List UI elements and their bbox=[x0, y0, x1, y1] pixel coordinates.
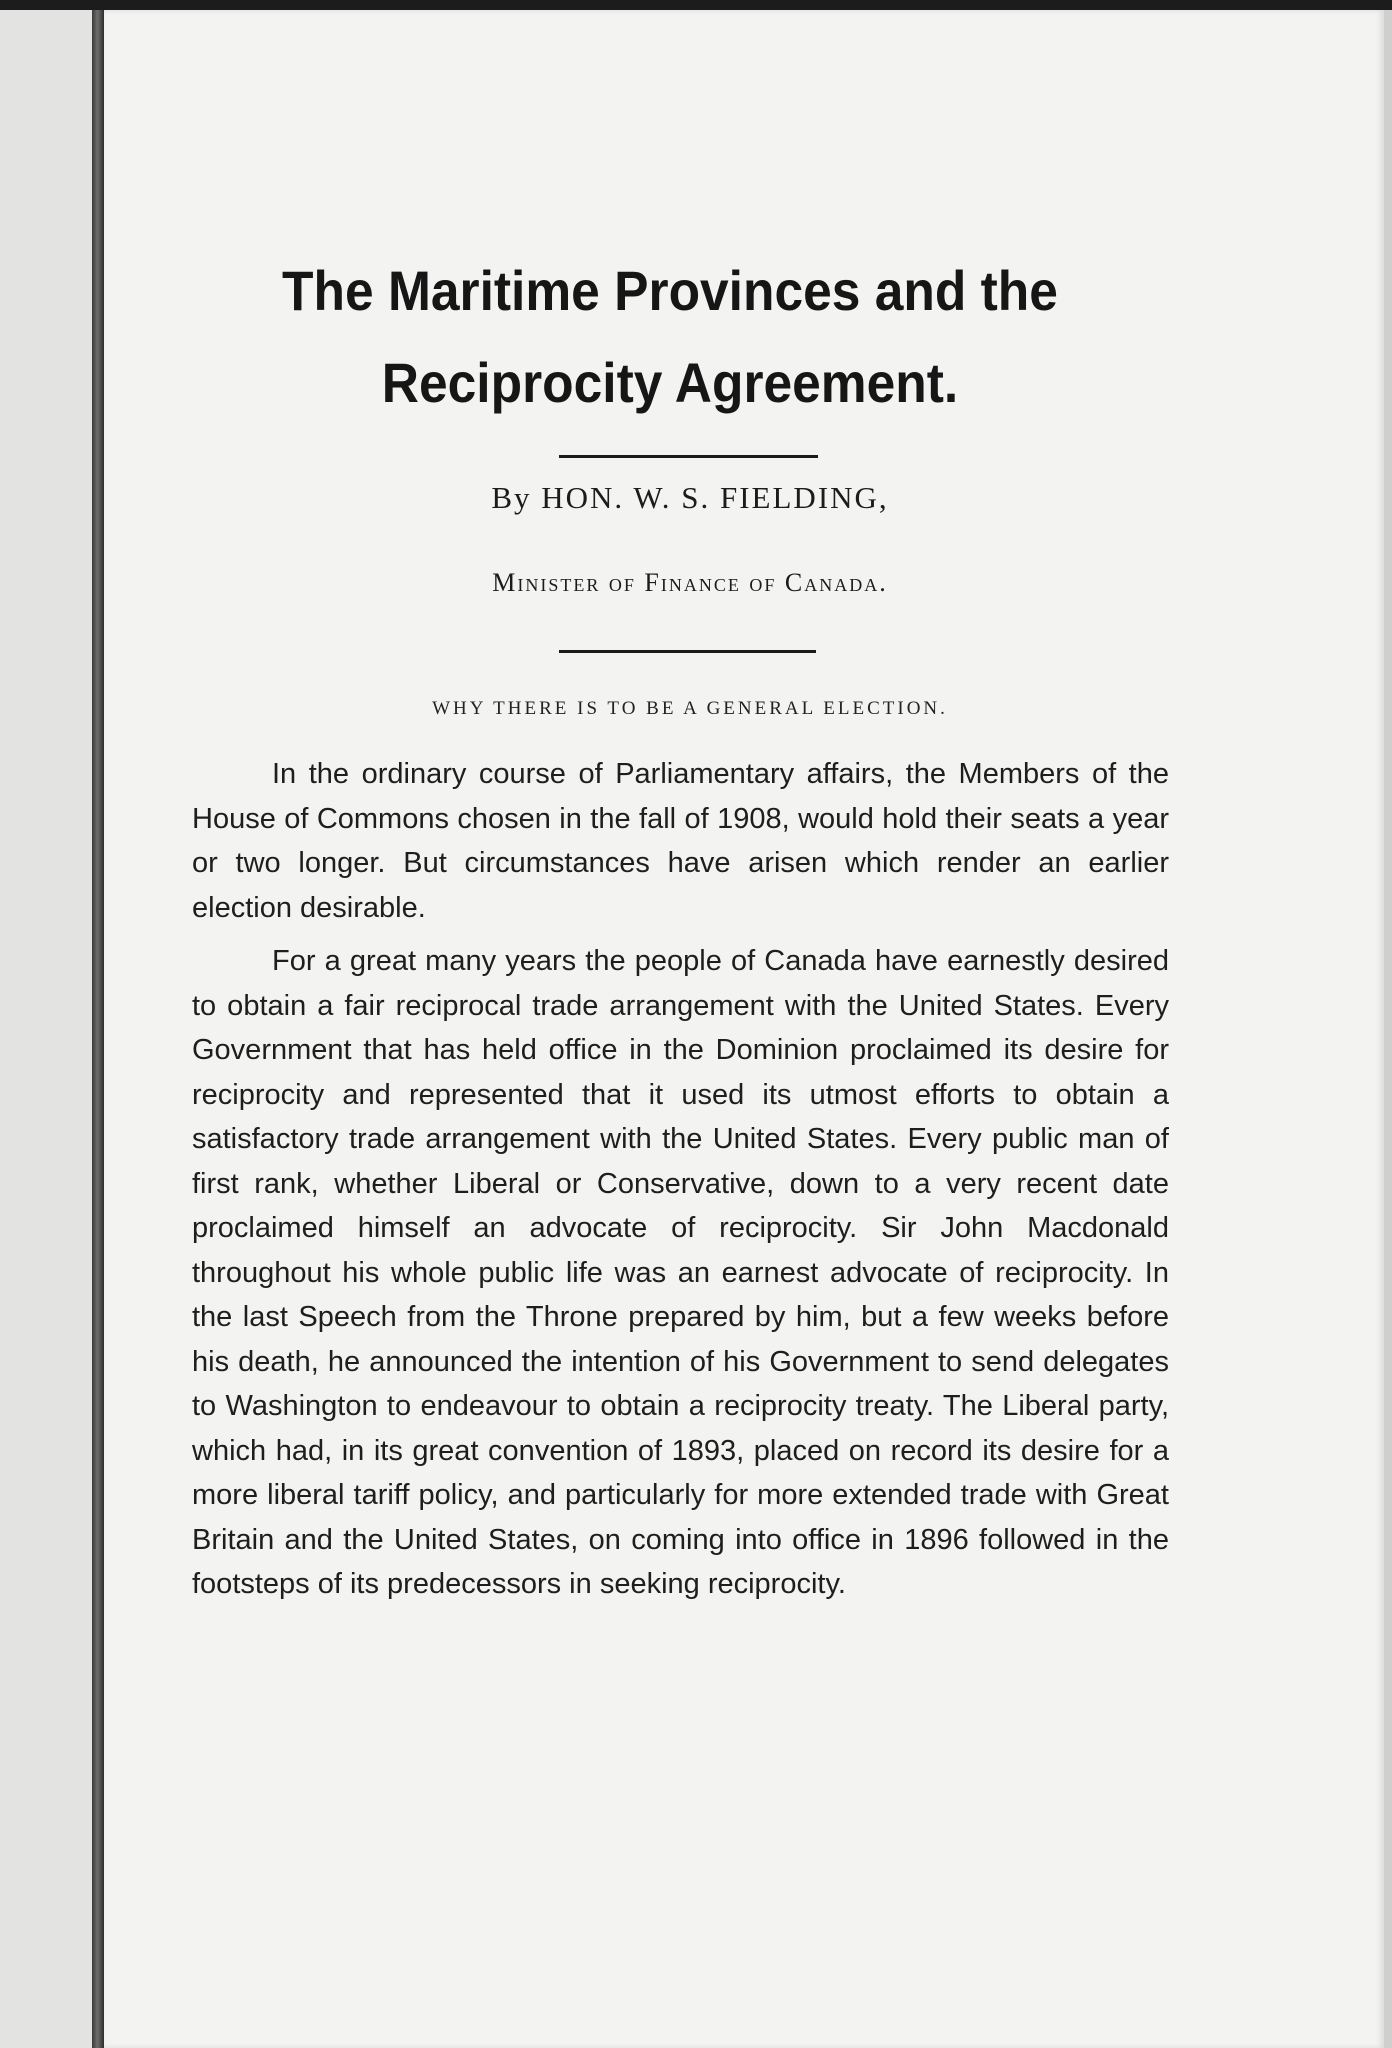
section-heading: WHY THERE IS TO BE A GENERAL ELECTION. bbox=[432, 698, 948, 719]
top-border bbox=[0, 0, 1392, 10]
byline-divider bbox=[559, 650, 816, 653]
right-page-edge bbox=[1384, 10, 1392, 2048]
author-byline: By HON. W. S. FIELDING, bbox=[491, 480, 889, 515]
body-text bbox=[192, 752, 1169, 1616]
paragraph-1: In the ordinary course of Parliamentary affairs, the Members of the House of Commons chosen in the fall of 1908, would hold their seats a year or two longer. But circumstances have arisen which render an earlier election desirable. bbox=[192, 758, 1169, 924]
binding-spine bbox=[92, 10, 104, 2048]
document-title: The Maritime Provinces and the Reciprocity Agreement. bbox=[282, 259, 1058, 414]
author-position: Minister of Finance of Canada. bbox=[492, 568, 888, 597]
title-divider bbox=[559, 455, 818, 458]
paragraph-2: For a great many years the people of Canada have earnestly desired to obtain a fair reciprocal trade arrangement with the United States. Every Government that has held office in the Dominion proclaimed its desire for reciprocity and represented that it used its utmost efforts to obtain a satisfactory trade arrangement with the United States. Every public man of first rank, whether Liberal or Conservative, down to a very recent date proclaimed himself an advocate of reciprocity. Sir John Macdonald throughout his whole public life was an earnest advocate of reciprocity. In the last Speech from the Throne prepared by him, but a few weeks before his death, he announced the intention of his Government to send delegates to Washington to endeavour to obtain a reciprocity treaty. The Liberal party, which had, in its great convention of 1893, placed on record its desire for a more liberal tariff policy, and particularly for more extended trade with Great Britain and the United States, on coming into office in 1896 followed in the footsteps of its predecessors in seeking reciprocity. bbox=[192, 945, 1169, 1600]
left-margin bbox=[0, 10, 92, 2048]
